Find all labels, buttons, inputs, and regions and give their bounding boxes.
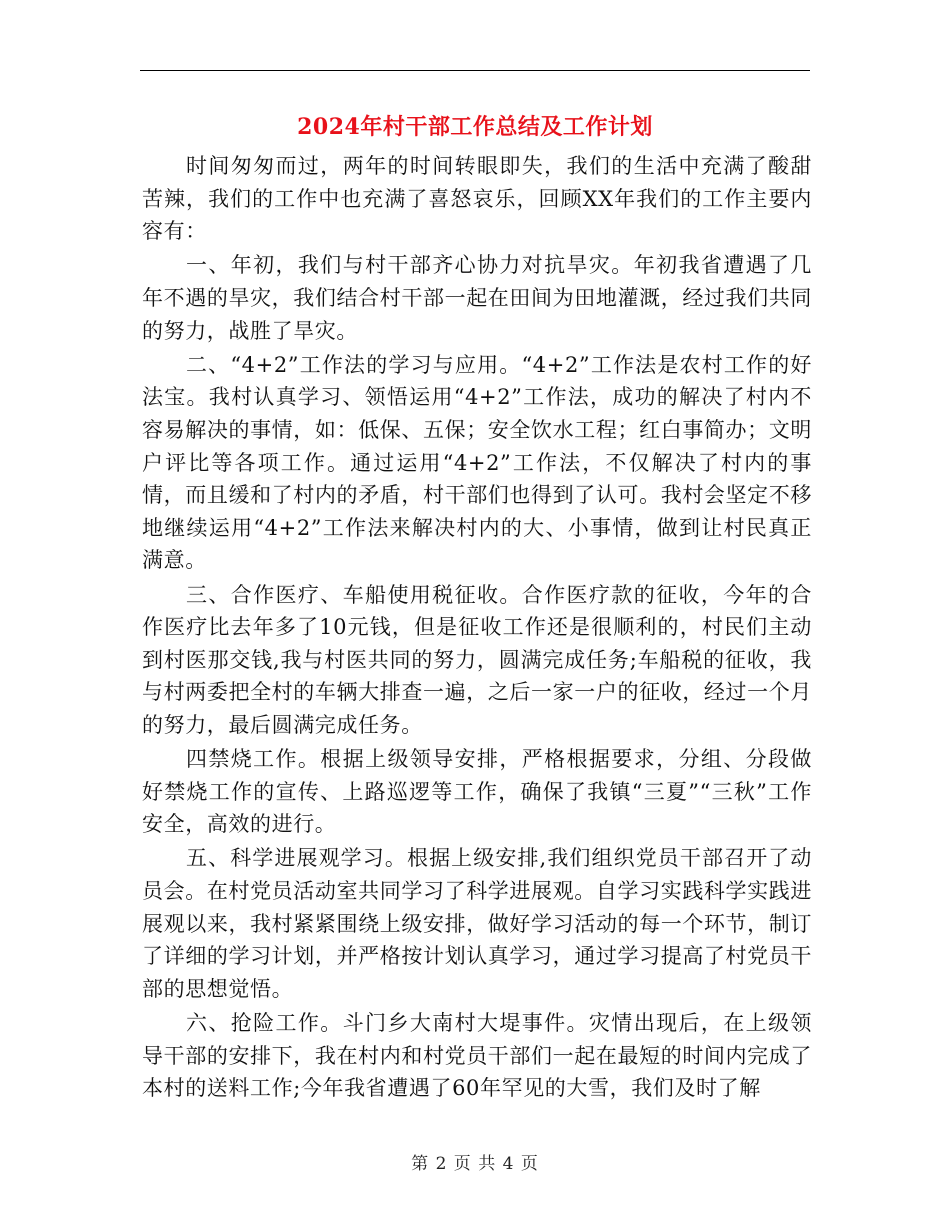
paragraph-intro: 时间匆匆而过，两年的时间转眼即失，我们的生活中充满了酸甜苦辣，我们的工作中也充满了喜怒哀乐，回顾XX年我们的工作主要内容有： [142,154,812,244]
paragraph-medical-tax: 三、合作医疗、车船使用税征收。合作医疗款的征收，今年的合作医疗比去年多了10元钱，但是征收工作还是很顺利的，村民们主动到村医那交钱,我与村医共同的努力，圆满完成任务;车船税的征收，我与村两委把全村的车辆大排查一遍，之后一家一户的征收，经过一个月的努力，最后圆满完成任务。 [142,582,812,737]
paragraph-rescue: 六、抢险工作。斗门乡大南村大堤事件。灾情出现后，在上级领导干部的安排下，我在村内和村党员干部们一起在最短的时间内完成了本村的送料工作;今年我省遭遇了60年罕见的大雪，我们及时了解 [142,1011,812,1101]
paragraph-science-study: 五、科学进展观学习。根据上级安排,我们组织党员干部召开了动员会。在村党员活动室共同学习了科学进展观。自学习实践科学实践进展观以来，我村紧紧围绕上级安排，做好学习活动的每一个环节，制订了详细的学习计划，并严格按计划认真学习，通过学习提高了村党员干部的思想觉悟。 [142,846,812,1001]
paragraph-burn-ban: 四禁烧工作。根据上级领导安排，严格根据要求，分组、分段做好禁烧工作的宣传、上路巡逻等工作，确保了我镇“三夏”“三秋”工作安全，高效的进行。 [142,747,812,837]
paragraph-drought: 一、年初，我们与村干部齐心协力对抗旱灾。年初我省遭遇了几年不遇的旱灾，我们结合村干部一起在田间为田地灌溉，经过我们共同的努力，战胜了旱灾。 [142,253,812,343]
header-rule [140,70,810,71]
document-title: 2024年村干部工作总结及工作计划 [297,114,653,140]
paragraph-4plus2-method: 二、“4+2”工作法的学习与应用。“4+2”工作法是农村工作的好法宝。我村认真学习、领悟运用“4+2”工作法，成功的解决了村内不容易解决的事情，如：低保、五保；安全饮水工程；红白事简办；文明户评比等各项工作。通过运用“4+2”工作法，不仅解决了村内的事情，而且缓和了村内的矛盾，村干部们也得到了认可。我村会坚定不移地继续运用“4+2”工作法来解决村内的大、小事情，做到让村民真正满意。 [142,352,812,573]
page-number-footer: 第 2 页 共 4 页 [411,1154,539,1174]
document-body [142,150,812,1106]
